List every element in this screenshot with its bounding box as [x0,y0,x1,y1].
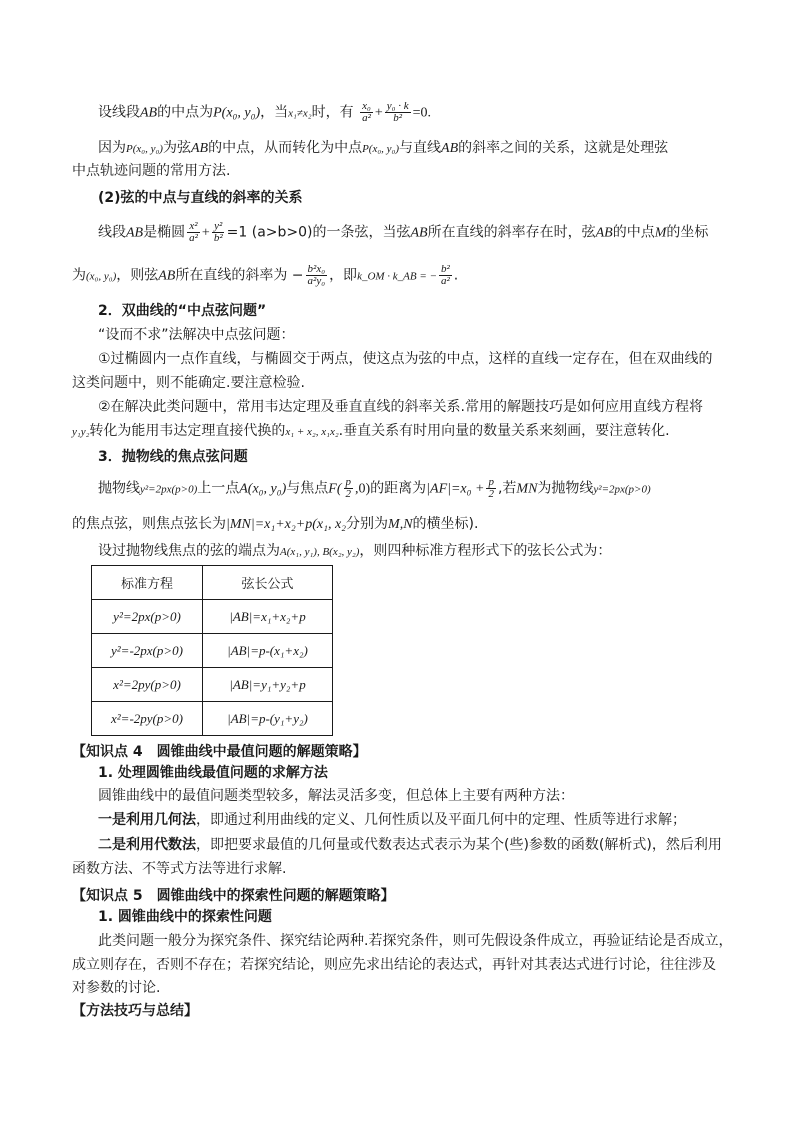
section-header: 【知识点 4 圆锥曲线中最值问题的解题策略】 [72,744,367,760]
fraction: $\frac{\text{y₀ · k}}{\text{b²}}$ [386,100,409,124]
table-cell: |AB|=p-(y₁+y₂) [203,702,333,736]
paragraph-line: “设而不求”法解决中点弦问题： [98,327,295,343]
paragraph-line: 此类问题一般分为探究条件、探究结论两种.若探究条件，则可先假设条件成立，再验证结论是否成立， [98,933,733,949]
math: + [374,105,383,121]
table-row [92,702,333,736]
chord-length-table [91,565,333,736]
text: 时，有 [311,104,354,121]
paragraph-line: 设过抛物线焦点的弦的端点为A(x₁, y₁), B(x₂, y₂)，则四种标准方程形式下的弦长公式为： [98,543,612,559]
subsection-title: 2．双曲线的“中点弦问题” [98,303,267,319]
subsection-title: 3．抛物线的焦点弦问题 [98,449,248,465]
table-row [92,600,333,634]
subsection-title: 1. 圆锥曲线中的探索性问题 [98,909,272,925]
fraction: $\frac{\text{x₀}}{\text{a²}}$ [362,100,371,124]
subsection-title: (2)弦的中点与直线的斜率的关系 [98,190,303,206]
paragraph-line: 圆锥曲线中的最值问题类型较多，解法灵活多变，但总体上主要有两种方法： [98,788,574,804]
table-cell: |AB|=y₁+y₂+p [203,668,333,702]
table-header: 标准方程 [92,566,203,600]
text: ，当 [260,104,289,121]
math: AB [140,105,158,121]
text: 设线段 [98,104,140,121]
table-header-row [92,566,333,600]
table-cell: x²=2py(p>0) [92,668,203,702]
section-header: 【方法技巧与总结】 [72,1003,198,1019]
text: 的中点为 [157,104,214,121]
paragraph-line: 线段AB是椭圆 $\frac{\text{x²}}{\text{a²}}$ + $\frac{\text{y²}}{\text{b²}}$ =1 (a>b>0)的一条弦，当弦AB所在直线的斜率存在时，弦AB的中点M的坐标 [98,220,709,244]
table-cell: y²=-2px(p>0) [92,634,203,668]
table-row [92,668,333,702]
paragraph-line: ②在解决此类问题中，常用韦达定理及垂直直线的斜率关系.常用的解题技巧是如何应用直线方程将 [98,399,703,415]
paragraph-line: 这类问题中，则不能确定.要注意检验. [72,375,305,391]
paragraph-line: 因为P(x₀, y₀)为弦AB的中点，从而转化为中点P(x₀, y₀)与直线AB的斜率之间的关系，这就是处理弦 [98,140,669,156]
paragraph-line: 二是利用代数法，即把要求最值的几何量或代数表达式表示为某个(些)参数的函数(解析式)，然后利用 [98,837,722,853]
table-cell: |AB|=p-(x₁+x₂) [203,634,333,668]
table-row [92,634,333,668]
table-cell: y²=2px(p>0) [92,600,203,634]
paragraph-line: 一是利用几何法，即通过利用曲线的定义、几何性质以及平面几何中的定理、性质等进行求解； [98,812,686,828]
table-cell: |AB|=x₁+x₂+p [203,600,333,634]
paragraph-line: 为(x₀, y₀)，则弦AB所在直线的斜率为 − $\frac{\text{b²x₀}}{\text{a²y₀}}$ ，即k_OM · k_AB = − $\frac{\text{b²}}{\text{a²}}$ . [72,263,459,287]
math: P(x₀, y₀) [213,105,261,121]
paragraph-line: 的焦点弦，则焦点弦长为|MN|=x₁+x₂+p(x₁, x₂分别为M,N的横坐标). [72,516,479,532]
paragraph-line: 中点轨迹问题的常用方法. [72,163,231,179]
paragraph-line: ①过椭圆内一点作直线，与椭圆交于两点，使这点为弦的中点，这样的直线一定存在，但在双曲线的 [98,351,713,367]
paragraph-line: 抛物线y²=2px(p>0)上一点A(x₀, y₀)与焦点F( $\frac{p}{2}$ ,0)的距离为|AF|=x₀ + $\frac{p}{2}$ ,若MN为抛物线y²=2px(p>0) [98,476,651,500]
paragraph-line: y₁y₂转化为能用韦达定理直接代换的x₁ + x₂, x₁x₂.垂直关系有时用向量的数量关系来刻画，要注意转化. [72,423,670,439]
paragraph-line: 对参数的讨论. [72,980,161,996]
midpoint-condition-line [98,101,431,125]
section-header: 【知识点 5 圆锥曲线中的探索性问题的解题策略】 [72,888,395,904]
table-header: 弦长公式 [203,566,333,600]
subsection-title: 1. 处理圆锥曲线最值问题的求解方法 [98,765,328,781]
math: =0. [412,105,432,121]
paragraph-line: 成立则存在，否则不存在；若探究结论，则应先求出结论的表达式，再针对其表达式进行讨论，往往涉及 [72,957,716,973]
math: x₁≠x₂ [288,107,312,120]
table-cell: x²=-2py(p>0) [92,702,203,736]
paragraph-line: 函数方法、不等式方法等进行求解. [72,861,287,877]
